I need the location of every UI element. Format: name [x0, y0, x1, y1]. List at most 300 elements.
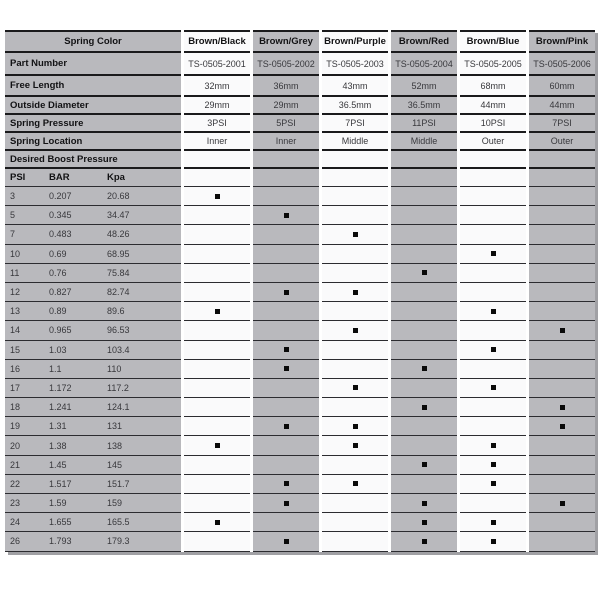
boost-values-label — [5, 225, 181, 244]
empty-cell — [529, 302, 595, 321]
spring-marker — [284, 347, 289, 352]
spec-value-outside-diameter: 44mm — [460, 97, 526, 115]
row-label-part-number: Part Number — [5, 53, 181, 76]
empty-cell — [460, 321, 526, 340]
kpa-value: 165.5 — [107, 517, 130, 528]
marker-cell — [322, 436, 388, 455]
table-row — [5, 76, 595, 97]
empty-cell — [529, 283, 595, 302]
empty-cell — [529, 360, 595, 379]
empty-cell — [391, 341, 457, 360]
boost-values-label — [5, 283, 181, 302]
empty-cell — [184, 283, 250, 302]
marker-cell — [460, 245, 526, 264]
psi-value: 23 — [10, 498, 21, 509]
empty-cell — [322, 360, 388, 379]
spec-value-free-length: 60mm — [529, 76, 595, 97]
empty-cell — [322, 187, 388, 206]
spec-value-outside-diameter: 36.5mm — [391, 97, 457, 115]
table-row — [5, 97, 595, 115]
kpa-value: 124.1 — [107, 402, 130, 413]
empty-cell — [391, 187, 457, 206]
empty-cell — [322, 206, 388, 225]
table-row — [5, 187, 595, 206]
marker-cell — [529, 398, 595, 417]
kpa-value: 96.53 — [107, 325, 130, 336]
marker-cell — [322, 379, 388, 398]
empty-cell — [460, 206, 526, 225]
spring-marker — [422, 270, 427, 275]
bar-value: 1.45 — [49, 459, 67, 470]
psi-value: 22 — [10, 478, 21, 489]
marker-cell — [391, 513, 457, 532]
spring-color-label: Spring Color — [5, 30, 181, 53]
empty-cell — [391, 169, 457, 187]
marker-cell — [322, 283, 388, 302]
spring-marker — [353, 328, 358, 333]
spring-marker — [422, 501, 427, 506]
empty-cell — [460, 283, 526, 302]
empty-cell — [460, 494, 526, 513]
empty-cell — [391, 379, 457, 398]
bar-value: 1.31 — [49, 421, 67, 432]
psi-value: 15 — [10, 344, 21, 355]
spec-value-spring-pressure: 10PSI — [460, 115, 526, 133]
empty-cell — [529, 532, 595, 551]
marker-cell — [184, 436, 250, 455]
table-row — [5, 115, 595, 133]
marker-cell — [460, 475, 526, 494]
marker-cell — [529, 321, 595, 340]
kpa-value: 145 — [107, 459, 123, 470]
empty-cell — [184, 398, 250, 417]
empty-cell — [391, 417, 457, 436]
table-row — [5, 475, 595, 494]
table-row — [5, 341, 595, 360]
column-header-brown-grey: Brown/Grey — [253, 30, 319, 53]
empty-cell — [391, 436, 457, 455]
marker-cell — [184, 302, 250, 321]
empty-cell — [322, 341, 388, 360]
spring-marker — [560, 501, 565, 506]
spec-value-spring-location: Middle — [322, 133, 388, 151]
psi-value: 26 — [10, 536, 21, 547]
bar-value: 0.345 — [49, 210, 72, 221]
empty-cell — [529, 151, 595, 169]
psi-value: 19 — [10, 421, 21, 432]
marker-cell — [460, 379, 526, 398]
spec-value-spring-location: Inner — [184, 133, 250, 151]
bar-value: 1.517 — [49, 478, 72, 489]
empty-cell — [184, 417, 250, 436]
empty-cell — [184, 341, 250, 360]
empty-cell — [391, 151, 457, 169]
spec-value-free-length: 68mm — [460, 76, 526, 97]
row-label-spring-pressure: Spring Pressure — [5, 115, 181, 133]
spring-marker — [284, 213, 289, 218]
boost-values-label — [5, 513, 181, 532]
bar-value: 1.1 — [49, 363, 62, 374]
empty-cell — [322, 169, 388, 187]
empty-cell — [529, 264, 595, 283]
column-header-brown-black: Brown/Black — [184, 30, 250, 53]
boost-values-label — [5, 245, 181, 264]
spring-marker — [353, 232, 358, 237]
psi-value: 5 — [10, 210, 16, 221]
spring-marker — [491, 251, 496, 256]
bar-value: 0.89 — [49, 306, 67, 317]
spring-marker — [560, 405, 565, 410]
spec-value-part-number: TS-0505-2001 — [184, 53, 250, 76]
table-row — [5, 225, 595, 244]
empty-cell — [184, 379, 250, 398]
empty-cell — [253, 169, 319, 187]
boost-values-label — [5, 187, 181, 206]
spring-marker — [215, 194, 220, 199]
empty-cell — [184, 225, 250, 244]
boost-values-label — [5, 360, 181, 379]
kpa-value: 82.74 — [107, 287, 130, 298]
spec-value-outside-diameter: 44mm — [529, 97, 595, 115]
kpa-value: 48.26 — [107, 229, 130, 240]
marker-cell — [253, 360, 319, 379]
pressure-units-label — [5, 169, 181, 187]
empty-cell — [391, 283, 457, 302]
table-row — [5, 398, 595, 417]
empty-cell — [253, 456, 319, 475]
spec-value-part-number: TS-0505-2006 — [529, 53, 595, 76]
psi-value: 12 — [10, 287, 21, 298]
table-row — [5, 53, 595, 76]
psi-value: 16 — [10, 363, 21, 374]
table-row — [5, 494, 595, 513]
marker-cell — [460, 302, 526, 321]
empty-cell — [529, 475, 595, 494]
kpa-value: 103.4 — [107, 344, 130, 355]
empty-cell — [460, 225, 526, 244]
spec-value-outside-diameter: 29mm — [253, 97, 319, 115]
empty-cell — [391, 475, 457, 494]
empty-cell — [322, 513, 388, 532]
marker-cell — [391, 398, 457, 417]
table-row — [5, 417, 595, 436]
empty-cell — [460, 187, 526, 206]
bar-value: 1.793 — [49, 536, 72, 547]
empty-cell — [460, 169, 526, 187]
psi-value: 3 — [10, 191, 16, 202]
spring-marker — [491, 385, 496, 390]
boost-values-label — [5, 264, 181, 283]
bar-value: 1.241 — [49, 402, 72, 413]
empty-cell — [184, 206, 250, 225]
empty-cell — [391, 245, 457, 264]
kpa-value: 68.95 — [107, 248, 130, 259]
bar-value: 0.69 — [49, 248, 67, 259]
table-row — [5, 245, 595, 264]
psi-value: 17 — [10, 382, 21, 393]
spring-marker — [560, 424, 565, 429]
marker-cell — [253, 341, 319, 360]
empty-cell — [460, 360, 526, 379]
table-row — [5, 532, 595, 551]
kpa-value: 159 — [107, 498, 123, 509]
empty-cell — [322, 456, 388, 475]
spring-marker — [491, 520, 496, 525]
boost-values-label — [5, 475, 181, 494]
empty-cell — [322, 494, 388, 513]
spec-value-spring-location: Outer — [460, 133, 526, 151]
kpa-value: 131 — [107, 421, 123, 432]
empty-cell — [529, 187, 595, 206]
marker-cell — [529, 494, 595, 513]
spring-marker — [491, 539, 496, 544]
spring-marker — [422, 539, 427, 544]
empty-cell — [391, 302, 457, 321]
empty-cell — [529, 169, 595, 187]
table-row — [5, 206, 595, 225]
row-label-outside-diameter: Outside Diameter — [5, 97, 181, 115]
empty-cell — [253, 245, 319, 264]
spec-value-free-length: 52mm — [391, 76, 457, 97]
spring-marker — [353, 443, 358, 448]
spec-value-free-length: 36mm — [253, 76, 319, 97]
row-label-free-length: Free Length — [5, 76, 181, 97]
spec-value-spring-pressure: 7PSI — [322, 115, 388, 133]
marker-cell — [322, 321, 388, 340]
marker-cell — [391, 360, 457, 379]
table-row — [5, 169, 595, 187]
spring-rate-table — [5, 30, 595, 552]
table-row — [5, 321, 595, 340]
marker-cell — [391, 456, 457, 475]
empty-cell — [253, 225, 319, 244]
empty-cell — [184, 151, 250, 169]
table-row — [5, 302, 595, 321]
empty-cell — [460, 417, 526, 436]
marker-cell — [184, 513, 250, 532]
empty-cell — [253, 302, 319, 321]
marker-cell — [529, 417, 595, 436]
bar-header: BAR — [49, 172, 70, 183]
empty-cell — [391, 206, 457, 225]
empty-cell — [253, 436, 319, 455]
bar-value: 1.59 — [49, 498, 67, 509]
table-row — [5, 133, 595, 151]
kpa-value: 20.68 — [107, 191, 130, 202]
boost-values-label — [5, 398, 181, 417]
spec-value-spring-pressure: 7PSI — [529, 115, 595, 133]
marker-cell — [322, 225, 388, 244]
empty-cell — [460, 398, 526, 417]
empty-cell — [460, 151, 526, 169]
kpa-value: 89.6 — [107, 306, 125, 317]
bar-value: 0.76 — [49, 267, 67, 278]
spring-marker — [560, 328, 565, 333]
psi-value: 24 — [10, 517, 21, 528]
empty-cell — [322, 245, 388, 264]
kpa-value: 179.3 — [107, 536, 130, 547]
empty-cell — [391, 321, 457, 340]
psi-value: 7 — [10, 229, 16, 240]
boost-values-label — [5, 436, 181, 455]
empty-cell — [391, 225, 457, 244]
empty-cell — [322, 151, 388, 169]
bar-value: 0.827 — [49, 287, 72, 298]
spring-marker — [284, 539, 289, 544]
boost-values-label — [5, 206, 181, 225]
marker-cell — [322, 475, 388, 494]
empty-cell — [322, 264, 388, 283]
table-row — [5, 264, 595, 283]
row-label-desired-boost-pressure: Desired Boost Pressure — [5, 151, 181, 169]
empty-cell — [529, 225, 595, 244]
empty-cell — [253, 321, 319, 340]
spec-value-spring-pressure: 5PSI — [253, 115, 319, 133]
column-header-brown-pink: Brown/Pink — [529, 30, 595, 53]
table-row — [5, 513, 595, 532]
kpa-value: 117.2 — [107, 382, 129, 393]
psi-header: PSI — [10, 172, 26, 183]
empty-cell — [184, 475, 250, 494]
spring-marker — [215, 443, 220, 448]
spring-marker — [284, 481, 289, 486]
spec-value-spring-location: Middle — [391, 133, 457, 151]
spring-marker — [491, 443, 496, 448]
spring-marker — [284, 290, 289, 295]
marker-cell — [253, 206, 319, 225]
bar-value: 1.172 — [49, 382, 72, 393]
boost-values-label — [5, 456, 181, 475]
empty-cell — [529, 245, 595, 264]
marker-cell — [391, 532, 457, 551]
marker-cell — [460, 341, 526, 360]
table-row — [5, 456, 595, 475]
table-row — [5, 30, 595, 53]
psi-value: 18 — [10, 402, 21, 413]
spring-marker — [491, 309, 496, 314]
kpa-value: 110 — [107, 363, 122, 374]
marker-cell — [460, 513, 526, 532]
kpa-header: Kpa — [107, 172, 125, 183]
spring-marker — [353, 290, 358, 295]
spring-marker — [422, 405, 427, 410]
empty-cell — [184, 360, 250, 379]
empty-cell — [322, 398, 388, 417]
spec-value-outside-diameter: 29mm — [184, 97, 250, 115]
spec-value-free-length: 43mm — [322, 76, 388, 97]
empty-cell — [253, 379, 319, 398]
psi-value: 14 — [10, 325, 21, 336]
psi-value: 10 — [10, 248, 21, 259]
spec-value-part-number: TS-0505-2005 — [460, 53, 526, 76]
bar-value: 1.03 — [49, 344, 67, 355]
boost-values-label — [5, 417, 181, 436]
empty-cell — [184, 494, 250, 513]
spec-value-spring-location: Inner — [253, 133, 319, 151]
marker-cell — [253, 283, 319, 302]
psi-value: 21 — [10, 459, 21, 470]
boost-values-label — [5, 321, 181, 340]
spec-value-spring-pressure: 3PSI — [184, 115, 250, 133]
spring-marker — [353, 385, 358, 390]
empty-cell — [253, 151, 319, 169]
boost-values-label — [5, 379, 181, 398]
marker-cell — [322, 417, 388, 436]
spring-marker — [284, 501, 289, 506]
table-row — [5, 360, 595, 379]
spec-value-part-number: TS-0505-2004 — [391, 53, 457, 76]
spring-marker — [353, 424, 358, 429]
empty-cell — [184, 456, 250, 475]
empty-cell — [529, 513, 595, 532]
empty-cell — [322, 302, 388, 321]
empty-cell — [184, 321, 250, 340]
empty-cell — [253, 513, 319, 532]
empty-cell — [184, 245, 250, 264]
spring-marker — [284, 366, 289, 371]
empty-cell — [529, 456, 595, 475]
column-header-brown-blue: Brown/Blue — [460, 30, 526, 53]
table-row — [5, 283, 595, 302]
empty-cell — [529, 379, 595, 398]
boost-values-label — [5, 302, 181, 321]
empty-cell — [529, 341, 595, 360]
bar-value: 1.38 — [49, 440, 67, 451]
boost-values-label — [5, 341, 181, 360]
bar-value: 1.655 — [49, 517, 72, 528]
empty-cell — [529, 206, 595, 225]
kpa-value: 151.7 — [107, 478, 130, 489]
marker-cell — [253, 494, 319, 513]
marker-cell — [391, 264, 457, 283]
marker-cell — [460, 532, 526, 551]
empty-cell — [253, 398, 319, 417]
spec-value-spring-pressure: 11PSI — [391, 115, 457, 133]
spec-value-spring-location: Outer — [529, 133, 595, 151]
kpa-value: 138 — [107, 440, 123, 451]
spring-marker — [491, 462, 496, 467]
spring-marker — [353, 481, 358, 486]
marker-cell — [460, 456, 526, 475]
empty-cell — [184, 264, 250, 283]
row-label-spring-location: Spring Location — [5, 133, 181, 151]
spring-marker — [422, 462, 427, 467]
empty-cell — [184, 532, 250, 551]
psi-value: 11 — [10, 267, 20, 278]
bar-value: 0.965 — [49, 325, 72, 336]
spring-marker — [491, 347, 496, 352]
spring-marker — [491, 481, 496, 486]
marker-cell — [391, 494, 457, 513]
spec-value-part-number: TS-0505-2002 — [253, 53, 319, 76]
table-row — [5, 379, 595, 398]
spec-value-outside-diameter: 36.5mm — [322, 97, 388, 115]
psi-value: 13 — [10, 306, 21, 317]
kpa-value: 75.84 — [107, 267, 130, 278]
spec-value-part-number: TS-0505-2003 — [322, 53, 388, 76]
marker-cell — [253, 417, 319, 436]
boost-values-label — [5, 494, 181, 513]
spring-marker — [284, 424, 289, 429]
spring-marker — [215, 309, 220, 314]
empty-cell — [529, 436, 595, 455]
marker-cell — [253, 532, 319, 551]
table-row — [5, 151, 595, 169]
psi-value: 20 — [10, 440, 21, 451]
empty-cell — [460, 264, 526, 283]
empty-cell — [322, 532, 388, 551]
bar-value: 0.483 — [49, 229, 72, 240]
